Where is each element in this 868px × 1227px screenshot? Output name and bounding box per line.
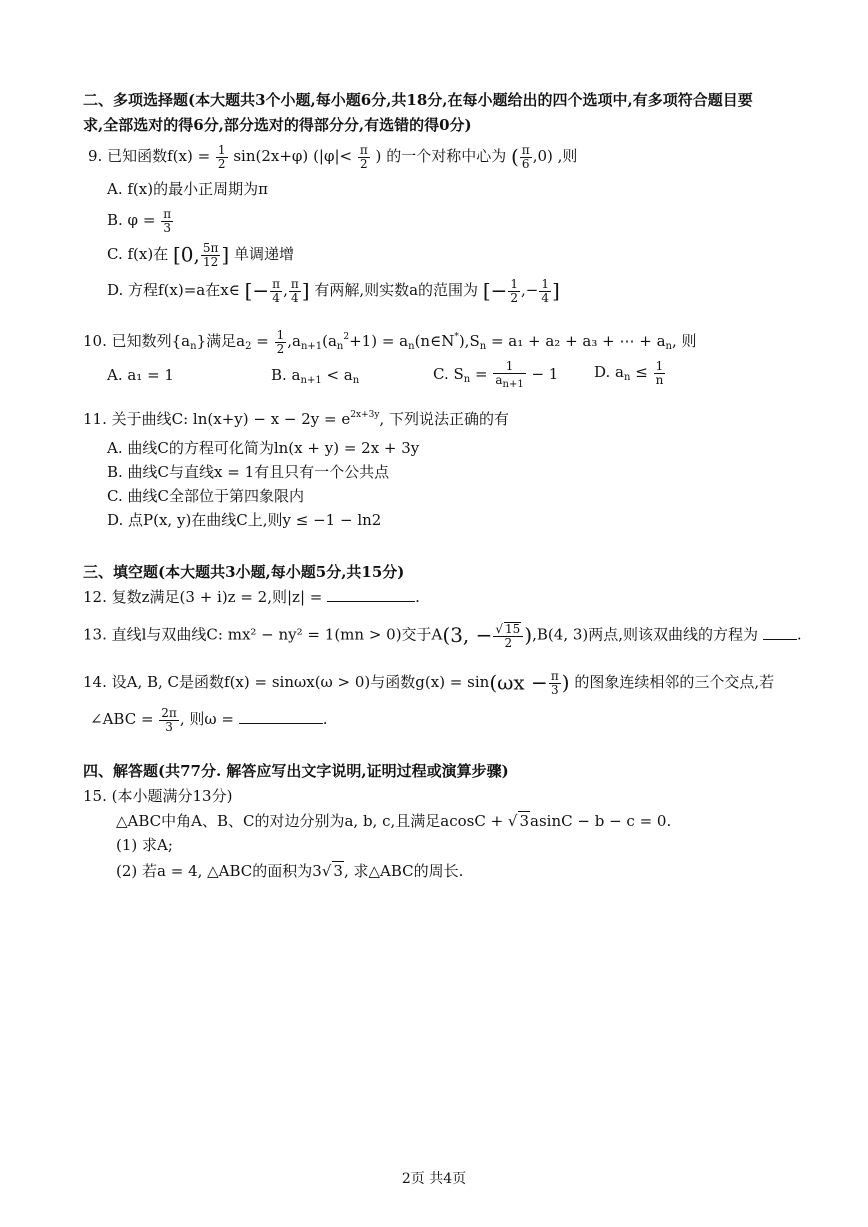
q14-answer-blank[interactable]	[239, 711, 323, 724]
q9-center-num: π	[521, 143, 530, 157]
q13-stem-a: 13. 直线l与双曲线C: mx² − ny² = 1(mn > 0)交于A	[83, 625, 443, 644]
q11-stem-a: 11. 关于曲线C: ln(x+y) − x − 2y = e	[83, 410, 351, 428]
q10-stem-c: =	[251, 332, 269, 351]
q15-p2-sqrt: 3	[333, 862, 343, 880]
q10-c-den-a: a	[495, 372, 503, 387]
q12-end: .	[415, 588, 420, 606]
q14-a-num: 2π	[161, 706, 177, 720]
q10-d-prefix: D. a	[594, 363, 624, 382]
q10-b-sub: n+1	[300, 375, 322, 386]
q14-line2-a: ∠ABC =	[90, 710, 154, 729]
q10-sub-n3: n	[408, 341, 415, 353]
q11-option-a: A. 曲线C的方程可化简为ln(x + y) = 2x + 3y	[107, 439, 420, 457]
q9-d-comma2: ,−	[521, 281, 539, 300]
q9-stem-a: 9. 已知函数f(x) =	[88, 147, 211, 166]
q15-part1: (1) 求A;	[116, 836, 173, 854]
q10-sub-n5: n	[665, 341, 672, 353]
q9-c-prefix: C. f(x)在	[107, 245, 169, 264]
q10-sub-n4: n	[479, 341, 487, 353]
q13-close: )	[524, 623, 533, 648]
q10-d-sub: n	[623, 372, 631, 384]
q9-d-n1: π	[272, 277, 281, 291]
q9-d-frac1	[270, 278, 282, 304]
q10-c-suffix: − 1	[526, 365, 559, 384]
q13-den: 2	[504, 635, 513, 650]
q10-c-sub: n	[463, 374, 471, 386]
q10-sub-n2: n	[336, 341, 344, 353]
q9-cond: (|φ|<	[313, 147, 353, 166]
q10-stem-h: ),S	[458, 332, 480, 351]
q14-open: (ωx −	[489, 670, 548, 695]
q13-num: √ 15	[493, 622, 523, 637]
q14-p-den: 3	[550, 682, 559, 697]
q10-stem-g: (n∈N	[414, 332, 455, 351]
q10-sub-n: n	[190, 341, 197, 353]
q9-d-frac4	[539, 278, 551, 304]
q10-d-frac	[654, 360, 666, 386]
q9-c-den: 12	[203, 254, 219, 269]
q14-stem-a: 14. 设A, B, C是函数f(x) = sinωx(ω > 0)与函数g(x) = sin	[83, 673, 490, 692]
q10-c-prefix: C. S	[433, 365, 464, 384]
q11-option-d: D. 点P(x, y)在曲线C上,则y ≤ −1 − ln2	[107, 511, 382, 529]
q10-option-c	[433, 360, 558, 390]
q11-option-b: B. 曲线C与直线x = 1有且只有一个公共点	[107, 463, 390, 481]
q13-stem-b: ,B(4, 3)两点,则该双曲线的方程为	[532, 625, 759, 644]
q9-c-num: 5π	[202, 241, 219, 255]
q9-d-close: ]	[301, 278, 310, 303]
q15-p2-b: , 求△ABC的周长.	[343, 862, 464, 880]
q10-option-d	[594, 360, 666, 386]
q9-d-prefix: D. 方程f(x)=a在x∈	[107, 281, 240, 300]
q10-d-den: n	[655, 372, 664, 387]
q9-option-c	[107, 242, 294, 268]
q13-open: (3, −	[442, 623, 493, 648]
q9-d-n2: π	[290, 277, 299, 291]
q10-stem-d: ,a	[287, 332, 301, 351]
q10-stem-a: 10. 已知数列{a	[83, 332, 191, 351]
q10-stem	[83, 329, 697, 355]
q9-b-frac	[161, 208, 173, 234]
q9-d-d1: 4	[272, 290, 280, 305]
q9-c-frac	[201, 242, 221, 268]
q10-option-a: A. a₁ = 1	[107, 366, 174, 384]
q9-stem-c: 的一个对称中心为	[386, 147, 507, 166]
q9-c-close: ]	[221, 242, 230, 267]
q15-stem: △ABC中角A、B、C的对边分别为a, b, c,且满足acosC + √ 3asinC − b − c = 0.	[116, 812, 672, 830]
page-footer: 2页 共4页	[401, 1171, 467, 1187]
q9-half-frac	[216, 144, 228, 170]
q13-end: .	[796, 625, 802, 644]
q9-half-num: 1	[217, 143, 226, 157]
section2-heading-line2: 求,全部选对的得6分,部分选对的得部分分,有选错的得0分)	[83, 116, 472, 134]
q9-d-comma: ,	[283, 281, 288, 300]
q9-d-d4: 4	[541, 290, 550, 305]
q15-part2: (2) 若a = 4, △ABC的面积为3√ 3, 求△ABC的周长.	[116, 862, 464, 880]
q12-answer-blank[interactable]	[327, 589, 415, 602]
q12-stem	[83, 588, 420, 607]
q9-d-frac2	[289, 278, 301, 304]
q10-sub-2: 2	[245, 341, 252, 353]
q9-option-a: A. f(x)的最小正周期为π	[107, 180, 268, 198]
q14-stem-b: 的图象连续相邻的三个交点,若	[574, 673, 775, 692]
q15-stem-a: △ABC中角A、B、C的对边分别为a, b, c,且满足acosC +	[116, 812, 504, 830]
q10-option-b	[271, 366, 359, 388]
q15-sqrt: 3	[519, 812, 530, 830]
q9-center-open: (	[510, 144, 519, 169]
q9-pi-num: π	[359, 143, 368, 157]
q10-c-den	[493, 374, 525, 391]
q9-d-n3: 1	[510, 277, 519, 291]
q11-option-c: C. 曲线C全部位于第四象限内	[107, 487, 304, 505]
q13-frac	[493, 622, 523, 649]
q10-c-eq: =	[470, 365, 488, 384]
q9-option-b	[107, 208, 174, 234]
q10-sup-sq: 2	[343, 332, 350, 343]
q10-b-a: B. a	[271, 366, 301, 384]
q9-center-close: ,0)	[532, 147, 553, 166]
section2-heading-line1: 二、多项选择题(本大题共3个小题,每小题6分,共18分,在每小题给出的四个选项中,有多项符合题目要	[83, 91, 753, 109]
q9-d-n4: 1	[541, 277, 550, 291]
q9-center-frac	[520, 144, 532, 170]
q9-b-num: π	[163, 207, 172, 221]
q9-b-prefix: B. φ =	[107, 211, 156, 230]
q14-stem-line1	[83, 670, 774, 696]
q10-stem-b: }满足a	[196, 332, 246, 351]
q9-pi-frac	[358, 144, 370, 170]
q10-b-sub2: n	[352, 375, 360, 386]
q14-close: )	[561, 670, 570, 695]
q10-c-num: 1	[493, 360, 525, 374]
q10-c-frac	[493, 360, 525, 390]
q9-stem	[88, 144, 577, 170]
q9-half-den: 2	[217, 156, 226, 171]
q10-sub-n1: n+1	[300, 341, 323, 353]
q13-stem	[83, 622, 802, 649]
q14-a-den: 3	[165, 719, 173, 734]
q9-d-close2: ]	[552, 278, 560, 303]
q11-stem	[83, 410, 509, 429]
q9-stem-end: ,则	[557, 147, 578, 166]
q14-frac	[549, 670, 561, 696]
q11-stem-end: , 下列说法正确的有	[379, 410, 509, 428]
q9-pi-den: 2	[360, 156, 368, 171]
q12-stem-text: 12. 复数z满足(3 + i)z = 2,则|z| =	[83, 588, 323, 606]
q9-center-den: 6	[521, 156, 530, 171]
q10-half-frac	[275, 329, 287, 355]
q9-option-d	[107, 278, 560, 304]
q9-d-d2: 4	[290, 290, 299, 305]
section4-heading: 四、解答题(共77分. 解答应写出文字说明,证明过程或演算步骤)	[83, 762, 509, 780]
q9-d-d3: 2	[510, 290, 519, 305]
q10-sup-star: *	[454, 332, 459, 343]
q15-title: 15. (本小题满分13分)	[83, 787, 233, 805]
q10-h-den: 2	[276, 341, 285, 356]
q14-angle-frac	[159, 707, 179, 733]
q13-answer-blank[interactable]	[763, 627, 797, 640]
q9-cond-end: )	[375, 147, 382, 166]
q9-d-open: [−	[244, 278, 270, 303]
q14-stem-line2	[90, 707, 328, 733]
q14-p-num: π	[550, 669, 559, 683]
q15-p2-a: (2) 若a = 4, △ABC的面积为3	[116, 862, 322, 880]
q10-b-rest: < a	[321, 366, 353, 384]
q9-c-suffix: 单调递增	[234, 245, 295, 264]
q14-line2-b: , 则ω =	[179, 710, 234, 729]
q9-d-frac3	[508, 278, 520, 304]
q9-b-den: 3	[163, 220, 171, 235]
q10-c-den-sub: n+1	[502, 378, 524, 390]
q13-sqrt-val: 15	[505, 622, 521, 636]
q10-stem-j: , 则	[671, 332, 697, 351]
q10-stem-i: = a₁ + a₂ + a₃ + ⋯ + a	[486, 332, 666, 351]
q10-d-le: ≤	[630, 363, 648, 382]
q11-sup: 2x+3y	[350, 410, 380, 420]
section3-heading: 三、填空题(本大题共3小题,每小题5分,共15分)	[83, 563, 405, 581]
q9-d-open2: [−	[482, 278, 508, 303]
q9-c-open: [0,	[172, 242, 200, 267]
q10-stem-e: (a	[322, 332, 337, 351]
q9-d-mid: 有两解,则实数a的范围为	[314, 281, 479, 300]
q10-d-num: 1	[654, 360, 666, 374]
q9-stem-b: sin(2x+φ)	[233, 147, 309, 166]
q14-end: .	[322, 710, 328, 729]
q15-stem-b: asinC − b − c = 0.	[530, 812, 672, 830]
q10-stem-f: +1) = a	[349, 332, 409, 351]
q10-h-num: 1	[276, 328, 285, 342]
